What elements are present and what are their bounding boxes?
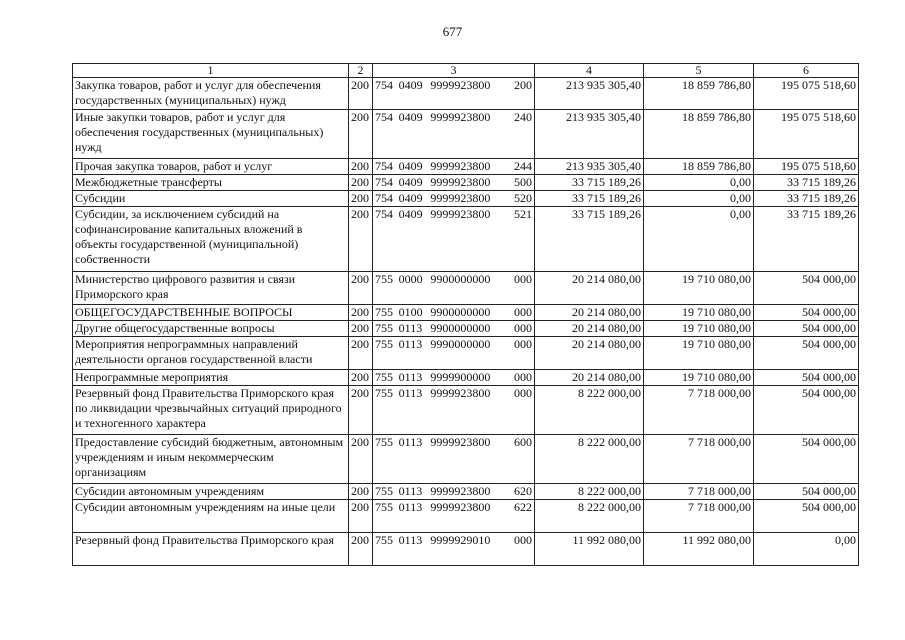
- row-gr-code: 755: [375, 533, 393, 547]
- row-code-col3: [373, 337, 535, 370]
- row-value-col4: 213 935 305,40: [535, 159, 644, 175]
- row-value-col4: 33 715 189,26: [535, 175, 644, 191]
- row-code-col3: [373, 386, 535, 435]
- row-name: Непрограммные мероприятия: [73, 370, 349, 386]
- row-cs-code: 9999923800: [430, 435, 491, 449]
- row-gr-code: 754: [375, 78, 393, 92]
- row-value-col5: 7 718 000,00: [644, 435, 754, 484]
- row-code-col3: [373, 191, 535, 207]
- row-cs-code: 9990000000: [430, 337, 491, 351]
- row-rz-code: 0409: [398, 110, 423, 124]
- table-row: [73, 207, 859, 272]
- budget-table: [72, 63, 859, 566]
- row-code-col2: 200: [349, 500, 373, 533]
- row-value-col6: 504 000,00: [754, 435, 859, 484]
- row-name: Субсидии: [73, 191, 349, 207]
- row-cs-code: 9999923800: [430, 207, 491, 221]
- row-value-col4: 20 214 080,00: [535, 321, 644, 337]
- row-code-col2: 200: [349, 435, 373, 484]
- row-rz-code: 0409: [398, 191, 423, 205]
- row-rz-code: 0100: [398, 305, 423, 319]
- row-code-col2: 200: [349, 175, 373, 191]
- row-cs-code: 9999923800: [430, 78, 491, 92]
- row-gr-code: 755: [375, 272, 393, 286]
- row-value-col5: 19 710 080,00: [644, 321, 754, 337]
- table-row: [73, 78, 859, 110]
- row-vr-code: 000: [513, 386, 532, 400]
- row-value-col6: 195 075 518,60: [754, 78, 859, 110]
- row-rz-code: 0113: [398, 370, 423, 384]
- table-row: [73, 386, 859, 435]
- row-vr-code: 520: [513, 191, 532, 205]
- row-gr-code: 755: [375, 337, 393, 351]
- table-row: [73, 370, 859, 386]
- row-code-col3: [373, 500, 535, 533]
- header-col-3: 3: [373, 64, 535, 78]
- row-gr-code: 754: [375, 159, 393, 173]
- header-col-4: 4: [535, 64, 644, 78]
- row-vr-code: 244: [513, 159, 532, 173]
- row-vr-code: 240: [513, 110, 532, 124]
- row-rz-code: 0113: [398, 533, 423, 547]
- header-col-2: 2: [349, 64, 373, 78]
- row-value-col6: 0,00: [754, 533, 859, 566]
- row-cs-code: 9900000000: [430, 272, 491, 286]
- table-row: [73, 272, 859, 305]
- row-vr-code: 000: [513, 305, 532, 319]
- row-value-col5: 19 710 080,00: [644, 272, 754, 305]
- row-gr-code: 755: [375, 321, 393, 335]
- row-code-col2: 200: [349, 321, 373, 337]
- row-code-col3: [373, 110, 535, 159]
- row-name: Прочая закупка товаров, работ и услуг: [73, 159, 349, 175]
- table-row: [73, 321, 859, 337]
- row-value-col6: 33 715 189,26: [754, 191, 859, 207]
- table-row: [73, 175, 859, 191]
- row-code-col2: 200: [349, 386, 373, 435]
- table-header-row: [73, 64, 859, 78]
- row-value-col4: 213 935 305,40: [535, 78, 644, 110]
- row-cs-code: 9999923800: [430, 500, 491, 514]
- row-code-col3: [373, 484, 535, 500]
- row-value-col5: 19 710 080,00: [644, 305, 754, 321]
- row-code-col3: [373, 370, 535, 386]
- row-code-col2: 200: [349, 110, 373, 159]
- row-name: Мероприятия непрограммных направлений деятельности органов государственной власти: [73, 337, 349, 370]
- row-gr-code: 755: [375, 386, 393, 400]
- row-gr-code: 754: [375, 207, 393, 221]
- row-vr-code: 000: [513, 370, 532, 384]
- row-rz-code: 0113: [398, 337, 423, 351]
- row-rz-code: 0113: [398, 500, 423, 514]
- row-cs-code: 9999923800: [430, 110, 491, 124]
- table-row: [73, 435, 859, 484]
- row-rz-code: 0000: [398, 272, 423, 286]
- row-code-col2: 200: [349, 191, 373, 207]
- row-gr-code: 754: [375, 191, 393, 205]
- table-row: [73, 191, 859, 207]
- row-value-col4: 8 222 000,00: [535, 435, 644, 484]
- row-name: Межбюджетные трансферты: [73, 175, 349, 191]
- row-rz-code: 0409: [398, 159, 423, 173]
- row-code-col3: [373, 78, 535, 110]
- row-code-col2: 200: [349, 78, 373, 110]
- row-value-col5: 7 718 000,00: [644, 386, 754, 435]
- row-cs-code: 9999923800: [430, 191, 491, 205]
- row-gr-code: 755: [375, 305, 393, 319]
- row-value-col4: 11 992 080,00: [535, 533, 644, 566]
- row-value-col5: 7 718 000,00: [644, 500, 754, 533]
- row-rz-code: 0113: [398, 321, 423, 335]
- row-gr-code: 755: [375, 370, 393, 384]
- row-rz-code: 0409: [398, 207, 423, 221]
- row-code-col3: [373, 159, 535, 175]
- header-col-5: 5: [644, 64, 754, 78]
- row-value-col6: 504 000,00: [754, 305, 859, 321]
- row-value-col4: 8 222 000,00: [535, 386, 644, 435]
- table-row: [73, 533, 859, 566]
- row-name: Субсидии автономным учреждениям: [73, 484, 349, 500]
- row-value-col6: 504 000,00: [754, 272, 859, 305]
- row-rz-code: 0409: [398, 78, 423, 92]
- row-value-col6: 195 075 518,60: [754, 110, 859, 159]
- table-row: [73, 500, 859, 533]
- row-value-col5: 7 718 000,00: [644, 484, 754, 500]
- row-value-col4: 20 214 080,00: [535, 370, 644, 386]
- row-vr-code: 500: [513, 175, 532, 189]
- table-row: [73, 484, 859, 500]
- row-cs-code: 9999929010: [430, 533, 491, 547]
- row-code-col2: 200: [349, 272, 373, 305]
- row-value-col5: 0,00: [644, 191, 754, 207]
- row-value-col5: 19 710 080,00: [644, 337, 754, 370]
- row-value-col4: 213 935 305,40: [535, 110, 644, 159]
- row-vr-code: 200: [513, 78, 532, 92]
- row-value-col6: 504 000,00: [754, 370, 859, 386]
- row-value-col6: 504 000,00: [754, 321, 859, 337]
- row-name: Субсидии автономным учреждениям на иные цели: [73, 500, 349, 533]
- row-vr-code: 620: [513, 484, 532, 498]
- row-value-col5: 19 710 080,00: [644, 370, 754, 386]
- row-value-col4: 20 214 080,00: [535, 272, 644, 305]
- row-name: Министерство цифрового развития и связи Приморского края: [73, 272, 349, 305]
- page-number: 677: [442, 24, 463, 39]
- row-cs-code: 9900000000: [430, 321, 491, 335]
- row-code-col3: [373, 272, 535, 305]
- header-col-1: 1: [73, 64, 349, 78]
- row-cs-code: 9999923800: [430, 159, 491, 173]
- row-name: Закупка товаров, работ и услуг для обеспечения государственных (муниципальных) нужд: [73, 78, 349, 110]
- row-value-col5: 0,00: [644, 207, 754, 272]
- row-name: Предоставление субсидий бюджетным, автономным учреждениям и иным некоммерческим организациям: [73, 435, 349, 484]
- row-vr-code: 000: [513, 272, 532, 286]
- row-value-col4: 20 214 080,00: [535, 305, 644, 321]
- row-value-col6: 33 715 189,26: [754, 175, 859, 191]
- row-code-col3: [373, 321, 535, 337]
- table-row: [73, 110, 859, 159]
- row-value-col6: 33 715 189,26: [754, 207, 859, 272]
- row-code-col2: 200: [349, 533, 373, 566]
- row-value-col5: 18 859 786,80: [644, 78, 754, 110]
- row-name: Иные закупки товаров, работ и услуг для обеспечения государственных (муниципальных) нужд: [73, 110, 349, 159]
- row-code-col2: 200: [349, 207, 373, 272]
- header-col-6: 6: [754, 64, 859, 78]
- row-cs-code: 9999923800: [430, 175, 491, 189]
- row-code-col2: 200: [349, 159, 373, 175]
- row-name: ОБЩЕГОСУДАРСТВЕННЫЕ ВОПРОСЫ: [73, 305, 349, 321]
- row-value-col6: 504 000,00: [754, 386, 859, 435]
- row-gr-code: 754: [375, 110, 393, 124]
- row-code-col3: [373, 533, 535, 566]
- row-value-col6: 504 000,00: [754, 337, 859, 370]
- row-code-col3: [373, 435, 535, 484]
- row-rz-code: 0113: [398, 435, 423, 449]
- row-gr-code: 755: [375, 435, 393, 449]
- row-vr-code: 622: [513, 500, 532, 514]
- row-cs-code: 9999923800: [430, 386, 491, 400]
- row-value-col4: 8 222 000,00: [535, 484, 644, 500]
- row-cs-code: 9999900000: [430, 370, 491, 384]
- row-rz-code: 0113: [398, 386, 423, 400]
- row-value-col6: 504 000,00: [754, 500, 859, 533]
- row-code-col2: 200: [349, 370, 373, 386]
- row-code-col2: 200: [349, 337, 373, 370]
- row-code-col2: 200: [349, 484, 373, 500]
- row-name: Субсидии, за исключением субсидий на софинансирование капитальных вложений в объекты государственной (муниципальной) собственности: [73, 207, 349, 272]
- row-name: Резервный фонд Правительства Приморского края: [73, 533, 349, 566]
- row-vr-code: 000: [513, 321, 532, 335]
- table-row: [73, 305, 859, 321]
- row-code-col3: [373, 175, 535, 191]
- row-cs-code: 9999923800: [430, 484, 491, 498]
- row-cs-code: 9900000000: [430, 305, 491, 319]
- row-value-col5: 18 859 786,80: [644, 110, 754, 159]
- row-gr-code: 755: [375, 484, 393, 498]
- row-value-col4: 33 715 189,26: [535, 207, 644, 272]
- row-value-col6: 195 075 518,60: [754, 159, 859, 175]
- row-value-col5: 18 859 786,80: [644, 159, 754, 175]
- row-vr-code: 600: [513, 435, 532, 449]
- table-row: [73, 337, 859, 370]
- row-gr-code: 755: [375, 500, 393, 514]
- row-name: Другие общегосударственные вопросы: [73, 321, 349, 337]
- row-value-col5: 0,00: [644, 175, 754, 191]
- row-vr-code: 521: [513, 207, 532, 221]
- row-vr-code: 000: [513, 533, 532, 547]
- row-rz-code: 0409: [398, 175, 423, 189]
- row-value-col4: 8 222 000,00: [535, 500, 644, 533]
- row-code-col3: [373, 305, 535, 321]
- row-value-col4: 20 214 080,00: [535, 337, 644, 370]
- row-code-col2: 200: [349, 305, 373, 321]
- row-value-col5: 11 992 080,00: [644, 533, 754, 566]
- table-row: [73, 159, 859, 175]
- row-value-col4: 33 715 189,26: [535, 191, 644, 207]
- row-vr-code: 000: [513, 337, 532, 351]
- row-code-col3: [373, 207, 535, 272]
- row-name: Резервный фонд Правительства Приморского края по ликвидации чрезвычайных ситуаций природного и техногенного характера: [73, 386, 349, 435]
- row-rz-code: 0113: [398, 484, 423, 498]
- row-gr-code: 754: [375, 175, 393, 189]
- row-value-col6: 504 000,00: [754, 484, 859, 500]
